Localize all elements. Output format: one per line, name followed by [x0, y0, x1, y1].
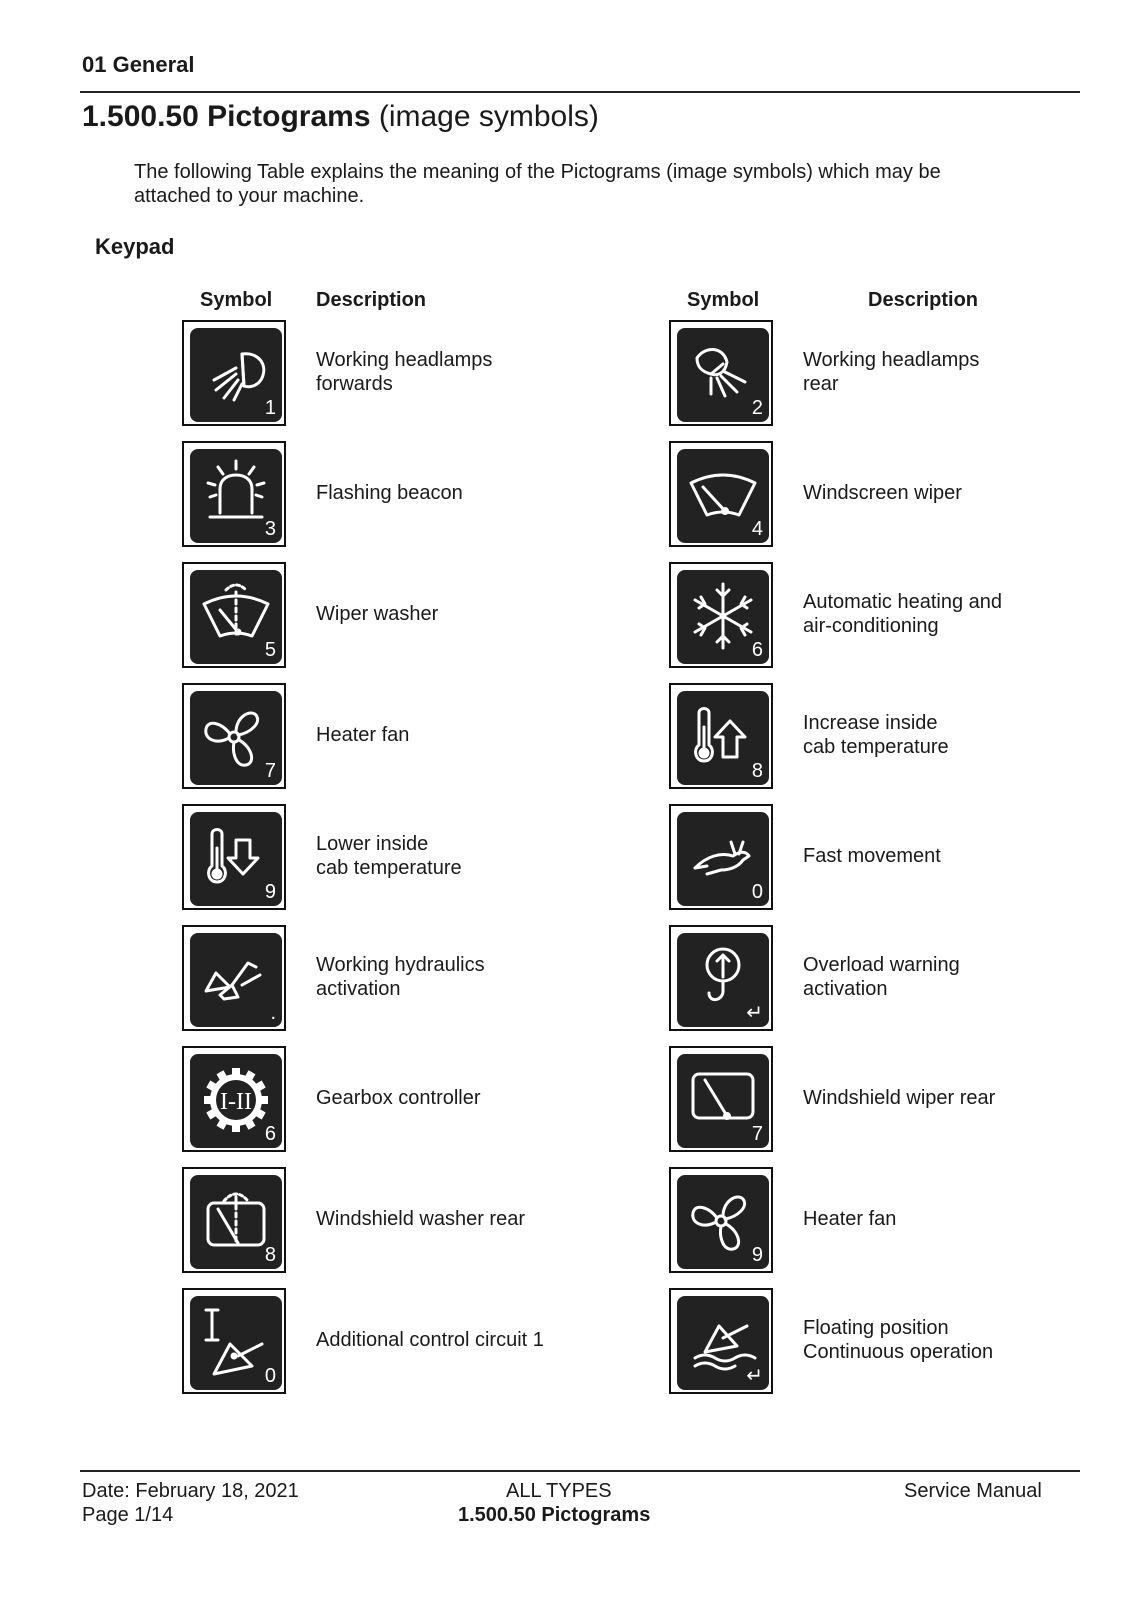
left-entry-4 — [182, 683, 682, 793]
key-frame — [182, 441, 286, 547]
keypad-button — [677, 1175, 769, 1269]
left-symbol-header: Symbol — [200, 289, 273, 311]
keypad-button — [677, 570, 769, 664]
symbol-description: Working headlamps rear — [803, 349, 980, 395]
symbol-description: Lower inside cab temperature — [316, 833, 462, 879]
key-number: 6 — [264, 1123, 276, 1145]
right-entry-8 — [669, 1167, 1132, 1277]
symbol-description: Flashing beacon — [316, 482, 463, 504]
key-frame — [182, 320, 286, 426]
right-entry-2 — [669, 441, 1132, 551]
title-bold: 1.500.50 Pictograms — [82, 100, 371, 133]
intro-text: The following Table explains the meaning of the Pictograms (image symbols) which may be attached to your machine. — [134, 161, 941, 207]
key-number: 8 — [264, 1244, 276, 1266]
symbol-description: Increase inside cab temperature — [803, 712, 949, 758]
symbol-description: Overload warning activation — [803, 954, 960, 1000]
symbol-description: Wiper washer — [316, 603, 439, 625]
symbol-description: Fast movement — [803, 845, 941, 867]
symbol-description: Automatic heating and air-conditioning — [803, 591, 1003, 637]
key-frame — [669, 320, 773, 426]
keypad-button — [190, 570, 282, 664]
keypad-button — [677, 328, 769, 422]
keypad-button — [190, 449, 282, 543]
symbol-description: Additional control circuit 1 — [316, 1329, 544, 1351]
keypad-button — [190, 691, 282, 785]
symbol-description: Windshield washer rear — [316, 1208, 525, 1230]
key-frame — [669, 1046, 773, 1152]
keypad-button — [190, 1296, 282, 1390]
symbol-description: Working hydraulics activation — [316, 954, 485, 1000]
keypad-button — [190, 1175, 282, 1269]
key-number: ↵ — [746, 1002, 763, 1024]
key-number: 4 — [751, 518, 763, 540]
keypad-button — [677, 933, 769, 1027]
footer-page: Page 1/14 — [82, 1504, 174, 1526]
key-number: 6 — [751, 639, 763, 661]
keypad-button — [190, 812, 282, 906]
key-number: 3 — [264, 518, 276, 540]
left-entry-1 — [182, 320, 682, 430]
right-entry-7 — [669, 1046, 1132, 1156]
footer-date: Date: February 18, 2021 — [82, 1480, 299, 1502]
key-frame — [669, 562, 773, 668]
keypad-button — [677, 1054, 769, 1148]
key-number: 0 — [264, 1365, 276, 1387]
symbol-description: Windscreen wiper — [803, 482, 962, 504]
keypad-button — [677, 812, 769, 906]
left-entry-8 — [182, 1167, 682, 1277]
left-entry-3 — [182, 562, 682, 672]
right-entry-9 — [669, 1288, 1132, 1398]
key-frame — [669, 683, 773, 789]
subheading-keypad: Keypad — [95, 234, 175, 259]
left-description-header: Description — [316, 289, 427, 311]
key-frame — [669, 441, 773, 547]
key-frame — [182, 562, 286, 668]
key-number: 2 — [751, 397, 763, 419]
footer-types: ALL TYPES — [506, 1480, 612, 1502]
keypad-button — [190, 933, 282, 1027]
left-entry-2 — [182, 441, 682, 551]
key-frame — [182, 804, 286, 910]
title-rest: (image symbols) — [370, 100, 599, 133]
key-number: 9 — [751, 1244, 763, 1266]
keypad-button — [677, 449, 769, 543]
right-symbol-header: Symbol — [687, 289, 760, 311]
key-frame — [182, 1167, 286, 1273]
symbol-description: Working headlamps forwards — [316, 349, 493, 395]
left-entry-6 — [182, 925, 682, 1035]
key-number: 8 — [751, 760, 763, 782]
key-number: 7 — [264, 760, 276, 782]
left-entry-5 — [182, 804, 682, 914]
symbol-description: Windshield wiper rear — [803, 1087, 996, 1109]
key-frame — [669, 804, 773, 910]
right-entry-4 — [669, 683, 1132, 793]
keypad-button — [190, 328, 282, 422]
footer-doc: 1.500.50 Pictograms — [458, 1504, 651, 1526]
symbol-description: Heater fan — [803, 1208, 897, 1230]
left-entry-7 — [182, 1046, 682, 1156]
key-number: 0 — [751, 881, 763, 903]
keypad-button — [677, 691, 769, 785]
right-entry-6 — [669, 925, 1132, 1035]
key-number: 9 — [264, 881, 276, 903]
keypad-button — [677, 1296, 769, 1390]
right-description-header: Description — [868, 289, 979, 311]
key-number: . — [270, 1002, 276, 1024]
key-number: 7 — [751, 1123, 763, 1145]
key-frame — [182, 1288, 286, 1394]
right-entry-3 — [669, 562, 1132, 672]
svg-text:I-II: I-II — [220, 1089, 252, 1115]
left-entry-9 — [182, 1288, 682, 1398]
symbol-description: Gearbox controller — [316, 1087, 481, 1109]
keypad-button — [190, 1054, 282, 1148]
footer-rule — [80, 1470, 1080, 1472]
key-frame — [669, 1288, 773, 1394]
key-frame — [669, 925, 773, 1031]
key-number: ↵ — [746, 1365, 763, 1387]
key-number: 5 — [264, 639, 276, 661]
right-entry-5 — [669, 804, 1132, 914]
section-label: 01 General — [82, 52, 195, 77]
key-number: 1 — [264, 397, 276, 419]
key-frame — [182, 1046, 286, 1152]
key-frame — [669, 1167, 773, 1273]
key-frame — [182, 925, 286, 1031]
key-frame — [182, 683, 286, 789]
footer-manual: Service Manual — [904, 1480, 1042, 1502]
right-entry-1 — [669, 320, 1132, 430]
symbol-description: Heater fan — [316, 724, 410, 746]
symbol-description: Floating position Continuous operation — [803, 1317, 994, 1363]
